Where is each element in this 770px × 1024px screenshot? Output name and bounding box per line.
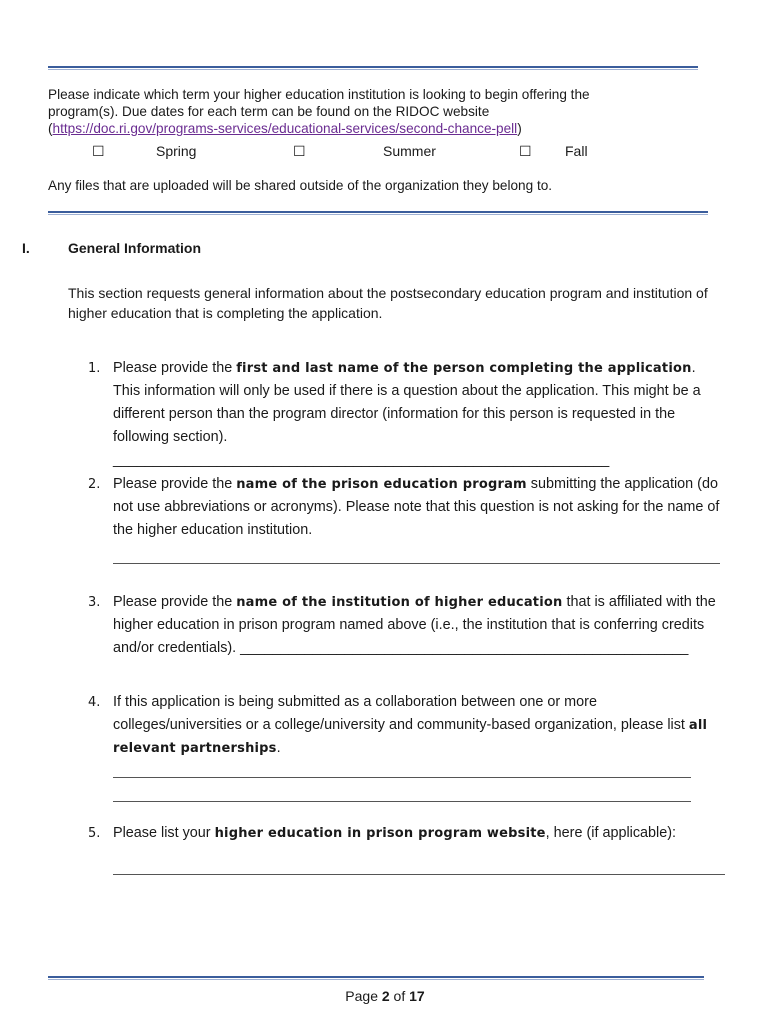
summer-checkbox[interactable]: ☐ [293,143,306,159]
link-close-paren: ) [517,121,522,136]
page-number [0,988,770,1004]
question-emphasis: name of the prison education program [236,477,527,492]
question-emphasis: name of the institution of higher education [236,595,563,610]
page-prefix: Page [345,988,382,1004]
question-text: submitting the application (do not use abbreviations or acronyms). Please note that this question is not asking for the name of the higher education institution. [113,476,720,538]
question-5 [88,822,723,845]
question-text: Please provide the [113,594,237,610]
ridoc-website-link[interactable]: https://doc.ri.gov/programs-services/educational-services/second-chance-pell [52,121,518,136]
program-name-answer-line[interactable] [113,563,720,564]
question-emphasis: higher education in prison program website [214,826,546,841]
question-text: Please list your [113,825,215,841]
question-text: , here (if applicable): [545,825,677,841]
term-instructions [48,86,648,137]
question-text: that is affiliated with the higher education in prison program named above (i.e., the institution that is conferring credits and/or credentials). ________________________________________________________ [113,594,716,656]
file-sharing-note: Any files that are uploaded will be shared outside of the organization they belong to. [48,178,553,193]
page-of: of [389,988,410,1004]
top-divider [48,66,698,68]
link-open-paren: ( [48,121,53,136]
question-text: . [276,740,281,756]
question-number: 4. [88,695,101,710]
section-number: I. [22,240,30,256]
question-number: 1. [88,361,101,376]
partnerships-answer-line-2[interactable] [113,801,691,802]
instructions-line-2: program(s). Due dates for each term can be found on the RIDOC website [48,104,490,119]
question-text: . This information will only be used if there is a question about the application. This might be a different person than the program director (information for this person is requested in the following section). ______________________________________________________________ [113,360,701,468]
question-text: Please provide the [113,476,237,492]
partnerships-answer-line-1[interactable] [113,777,691,778]
question-number: 5. [88,826,101,841]
current-page: 2 [381,988,390,1004]
fall-checkbox[interactable]: ☐ [519,143,532,159]
question-emphasis: all relevant partnerships [113,718,708,756]
section-description: This section requests general information about the postsecondary education program and institution of higher education that is completing the application. [68,285,708,321]
total-pages: 17 [409,988,425,1004]
fall-label: Fall [565,143,588,159]
question-text: If this application is being submitted as a collaboration between one or more colleges/universities or a college/university and community-based organization, please list [113,694,689,733]
question-3 [88,591,723,660]
instructions-line-1: Please indicate which term your higher education institution is looking to begin offering the [48,87,590,102]
question-2 [88,473,723,542]
section-title: General Information [68,240,202,256]
question-text: Please provide the [113,360,237,376]
summer-label: Summer [383,143,436,159]
spring-checkbox[interactable]: ☐ [92,143,105,159]
question-emphasis: first and last name of the person completing the application [236,361,692,376]
spring-label: Spring [156,143,197,159]
website-answer-line[interactable] [113,874,725,875]
question-4 [88,691,723,760]
question-number: 2. [88,477,101,492]
question-number: 3. [88,595,101,610]
footer-divider [48,976,704,978]
section-divider [48,211,708,213]
question-1 [88,357,723,472]
